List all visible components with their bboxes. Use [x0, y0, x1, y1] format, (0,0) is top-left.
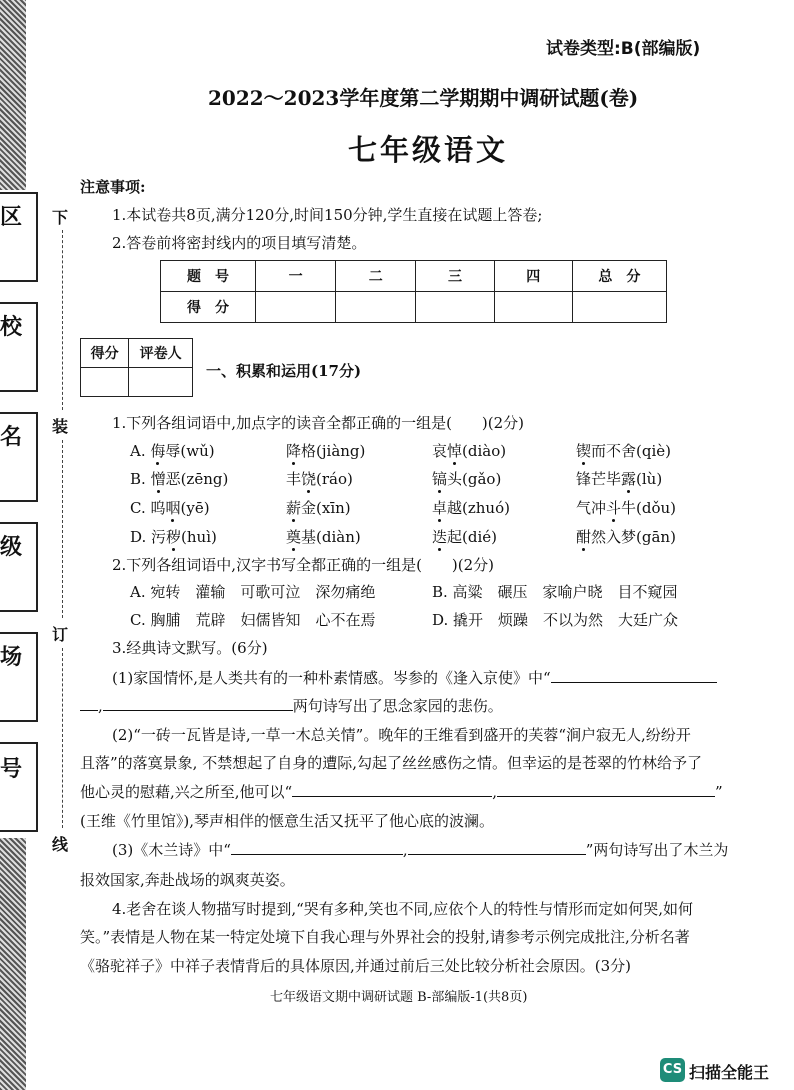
notice-heading: 注意事项:	[80, 178, 146, 196]
q3-blank-6[interactable]	[408, 840, 586, 855]
grader-score-label: 得分	[81, 339, 129, 368]
score-cell-1[interactable]	[256, 292, 336, 323]
sidebar-label-number: 号	[0, 756, 23, 782]
q3-blank-4[interactable]	[497, 782, 715, 797]
q1-option-a-2: 降格(jiàng)	[286, 442, 366, 460]
score-header-2: 二	[336, 261, 416, 292]
q1-option-c-2: 薪金(xīn)	[286, 499, 351, 517]
q1-option-a-1: A. 侮辱(wǔ)	[130, 442, 215, 460]
q3-part3-prompt: (3)《木兰诗》中“	[112, 841, 231, 859]
grader-score-cell[interactable]	[81, 368, 129, 397]
q3-blank-3[interactable]	[292, 782, 492, 797]
q1-option-c-1: C. 呜咽(yē)	[130, 499, 210, 517]
q3-blank-1[interactable]	[551, 668, 717, 683]
q3-blank-1b[interactable]	[80, 696, 98, 711]
q2-stem: 2.下列各组词语中,汉字书写全都正确的一组是( )(2分)	[112, 556, 495, 574]
q3-part1-cont: , 两句诗写出了思念家园的悲伤。	[80, 695, 503, 716]
score-header-4: 四	[494, 261, 572, 292]
q1-option-b-3: 镐头(gǎo)	[432, 470, 502, 488]
score-cell-2[interactable]	[336, 292, 416, 323]
q1-option-c-4: 气冲斗牛(dǒu)	[576, 499, 677, 517]
q2-option-a: A. 宛转 灌输 可歌可泣 深勿痛绝	[130, 583, 376, 601]
q4-line1: 4.老舍在谈人物描写时提到,“哭有多种,笑也不同,应依个人的特性与情形而定如何哭,如何	[112, 900, 694, 918]
hatch-pattern-top	[0, 0, 26, 190]
q1-option-b-1: B. 憎恶(zēng)	[130, 470, 229, 488]
page-footer: 七年级语文期中调研试题 B-部编版-1(共8页)	[270, 990, 528, 1005]
q3-part3-line2: 报效国家,奔赴战场的飒爽英姿。	[80, 871, 295, 889]
q1-option-d-3: 迭起(dié)	[432, 528, 497, 546]
binding-char-zhuang: 装	[52, 417, 69, 436]
q3-blank-2[interactable]	[103, 696, 293, 711]
binding-line-1	[62, 230, 63, 410]
sidebar-label-district: 区	[0, 204, 23, 230]
binding-line-2	[62, 440, 63, 618]
q3-part3-end: 两句诗写出了木兰为	[593, 841, 729, 859]
binding-char-xia: 下	[52, 208, 69, 227]
score-table	[160, 260, 667, 323]
grader-name-label: 评卷人	[129, 339, 193, 368]
q1-option-b-2: 丰饶(ráo)	[286, 470, 353, 488]
camscanner-logo-icon: CS	[660, 1058, 685, 1082]
q3-part2-line1: (2)“一砖一瓦皆是诗,一草一木总关情”。晚年的王维看到盛开的芙蓉“涧户寂无人,纷纷开	[112, 726, 691, 744]
score-cell-total[interactable]	[572, 292, 666, 323]
q3-stem: 3.经典诗文默写。(6分)	[112, 639, 268, 657]
q3-part1-text: (1)家国情怀,是人类共有的一种朴素情感。岑参的《逢入京使》中“	[112, 669, 551, 687]
q3-part1-intro	[112, 667, 717, 688]
grader-box	[80, 338, 193, 397]
sidebar-label-school: 校	[0, 314, 23, 340]
q1-option-a-4: 锲而不舍(qiè)	[576, 442, 671, 460]
notice-item-2: 2.答卷前将密封线内的项目填写清楚。	[112, 234, 367, 252]
q3-part2-prompt: 他心灵的慰藉,兴之所至,他可以“	[80, 783, 293, 801]
q1-option-d-2: 奠基(diàn)	[286, 528, 361, 546]
notice-item-1: 1.本试卷共8页,满分120分,时间150分钟,学生直接在试题上答卷;	[112, 206, 543, 224]
q3-part1-end: 两句诗写出了思念家园的悲伤。	[292, 697, 503, 715]
sidebar-label-class: 级	[0, 534, 23, 560]
q1-option-a-3: 哀悼(diào)	[432, 442, 507, 460]
score-header-question: 题 号	[161, 261, 256, 292]
q3-part2-line3: 他心灵的慰藉,兴之所至,他可以“ , ”	[80, 783, 723, 801]
q4-line3: 《骆驼祥子》中祥子表情背后的具体原因,并通过前后三处比较分析社会原因。(3分)	[80, 957, 632, 975]
q2-option-b: B. 高粱 碾压 家喻户晓 目不窥园	[432, 583, 678, 601]
binding-char-xian: 线	[52, 835, 69, 854]
grader-name-cell[interactable]	[129, 368, 193, 397]
score-header-1: 一	[256, 261, 336, 292]
q4-line2: 笑。”表情是人物在某一特定处境下自我心理与外界社会的投射,请参考示例完成批注,分析名著	[80, 928, 690, 946]
score-header-3: 三	[416, 261, 494, 292]
q3-part2-line4: (王维《竹里馆》),琴声相伴的惬意生活又抚平了他心底的波澜。	[80, 812, 494, 830]
q3-part2-line2: 且落”的落寞景象, 不禁想起了自身的遭际,勾起了丝丝感伤之情。但幸运的是苍翠的竹林给予了	[80, 754, 702, 772]
sidebar-label-exam-room: 场	[0, 644, 23, 670]
score-row-label: 得 分	[161, 292, 256, 323]
q2-option-d: D. 撬开 烦躁 不以为然 大廷广众	[432, 611, 679, 629]
q2-option-c: C. 胸脯 荒辟 妇儒皆知 心不在焉	[130, 611, 376, 629]
binding-line-3	[62, 648, 63, 828]
score-cell-4[interactable]	[494, 292, 572, 323]
score-header-total: 总 分	[572, 261, 666, 292]
binding-char-ding: 订	[52, 625, 69, 644]
score-cell-3[interactable]	[416, 292, 494, 323]
sidebar-label-name: 名	[0, 424, 23, 450]
q1-option-b-4: 锋芒毕露(lù)	[576, 470, 663, 488]
hatch-pattern-bottom	[0, 838, 26, 1090]
q1-option-d-4: 酣然入梦(gān)	[576, 528, 676, 546]
watermark-text: 扫描全能王	[689, 1063, 770, 1082]
q3-blank-5[interactable]	[231, 840, 403, 855]
q3-part3-line1: (3)《木兰诗》中“ , ”两句诗写出了木兰为	[112, 841, 729, 859]
q1-option-c-3: 卓越(zhuó)	[432, 499, 510, 517]
q1-stem: 1.下列各组词语中,加点字的读音全都正确的一组是( )(2分)	[112, 414, 525, 432]
subject-title: 七年级语文	[348, 133, 509, 167]
paper-type-label: 试卷类型:B(部编版)	[546, 39, 701, 59]
exam-title: 2022～2023学年度第二学期期中调研试题(卷)	[208, 86, 639, 110]
section1-title: 一、积累和运用(17分)	[206, 362, 362, 380]
q1-option-d-1: D. 污秽(huì)	[130, 528, 217, 546]
